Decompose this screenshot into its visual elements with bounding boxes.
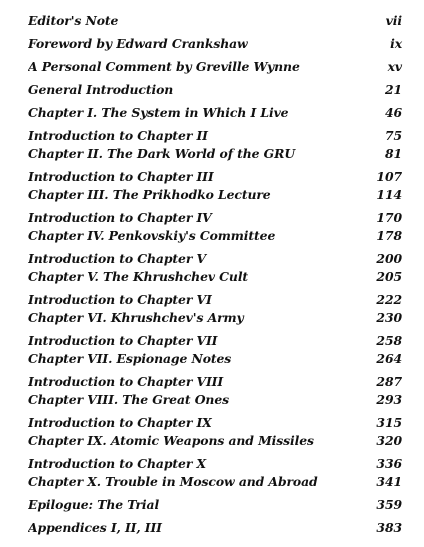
toc-entry	[28, 309, 402, 327]
toc-entry	[28, 473, 402, 491]
toc-entry-page: 336	[376, 456, 402, 471]
toc-group	[28, 332, 402, 368]
toc-entry-page: 114	[376, 187, 402, 202]
toc-group	[28, 373, 402, 409]
toc-entry	[28, 12, 402, 30]
toc-entry-title: Introduction to Chapter III	[28, 169, 214, 184]
table-of-contents	[28, 12, 402, 537]
toc-entry-title: Chapter I. The System in Which I Live	[28, 105, 289, 120]
toc-group	[28, 519, 402, 537]
toc-entry-title: Chapter V. The Khrushchev Cult	[28, 269, 249, 284]
toc-entry-page: ix	[390, 36, 402, 51]
toc-entry	[28, 391, 402, 409]
toc-entry	[28, 332, 402, 350]
toc-group	[28, 12, 402, 30]
toc-entry-page: 178	[376, 228, 402, 243]
toc-entry-title: Chapter VIII. The Great Ones	[28, 392, 229, 407]
toc-entry-page: 46	[384, 105, 402, 120]
toc-group	[28, 455, 402, 491]
toc-entry-page: 293	[376, 392, 402, 407]
toc-entry-title: Introduction to Chapter V	[28, 251, 206, 266]
toc-entry-page: 170	[376, 210, 402, 225]
toc-entry-title: Appendices I, II, III	[28, 520, 162, 535]
toc-entry-page: 320	[376, 433, 402, 448]
toc-entry-page: 21	[384, 82, 402, 97]
toc-group	[28, 35, 402, 53]
toc-entry-title: Introduction to Chapter II	[28, 128, 208, 143]
toc-entry-page: 230	[376, 310, 402, 325]
toc-entry-title: Chapter IX. Atomic Weapons and Missiles	[28, 433, 314, 448]
toc-entry-page: 383	[376, 520, 402, 535]
toc-entry-title: Chapter VII. Espionage Notes	[28, 351, 232, 366]
toc-entry-page: 258	[376, 333, 402, 348]
toc-entry	[28, 455, 402, 473]
toc-entry	[28, 227, 402, 245]
toc-entry-title: Introduction to Chapter VIII	[28, 374, 224, 389]
toc-entry	[28, 81, 402, 99]
toc-entry	[28, 209, 402, 227]
toc-entry-title: Chapter III. The Prikhodko Lecture	[28, 187, 271, 202]
toc-entry	[28, 268, 402, 286]
toc-entry	[28, 35, 402, 53]
toc-entry-page: 107	[376, 169, 402, 184]
toc-entry-page: 287	[376, 374, 402, 389]
toc-entry-page: 341	[376, 474, 402, 489]
toc-entry-title: Epilogue: The Trial	[28, 497, 160, 512]
toc-group	[28, 81, 402, 99]
toc-entry	[28, 496, 402, 514]
toc-entry-title: Chapter II. The Dark World of the GRU	[28, 146, 296, 161]
toc-entry-page: vii	[385, 13, 402, 28]
toc-group	[28, 104, 402, 122]
toc-entry-title: Introduction to Chapter VII	[28, 333, 218, 348]
toc-group	[28, 250, 402, 286]
toc-entry	[28, 250, 402, 268]
toc-entry-title: Introduction to Chapter X	[28, 456, 206, 471]
toc-entry-page: 264	[376, 351, 402, 366]
toc-group	[28, 168, 402, 204]
toc-entry-title: General Introduction	[28, 82, 174, 97]
toc-group	[28, 414, 402, 450]
toc-entry-page: 200	[376, 251, 402, 266]
toc-entry-page: xv	[387, 59, 402, 74]
toc-entry	[28, 58, 402, 76]
toc-entry	[28, 186, 402, 204]
toc-entry-title: Chapter IV. Penkovskiy's Committee	[28, 228, 276, 243]
toc-entry-title: Chapter VI. Khrushchev's Army	[28, 310, 244, 325]
toc-entry-title: Introduction to Chapter IX	[28, 415, 212, 430]
toc-entry-title: Introduction to Chapter IV	[28, 210, 212, 225]
toc-entry-page: 75	[384, 128, 402, 143]
toc-entry-title: Editor's Note	[28, 13, 119, 28]
toc-entry	[28, 145, 402, 163]
toc-entry-page: 359	[376, 497, 402, 512]
toc-entry-page: 222	[376, 292, 402, 307]
toc-group	[28, 209, 402, 245]
toc-group	[28, 127, 402, 163]
toc-group	[28, 291, 402, 327]
toc-entry-page: 81	[384, 146, 402, 161]
toc-entry	[28, 104, 402, 122]
toc-entry	[28, 127, 402, 145]
toc-entry-title: Foreword by Edward Crankshaw	[28, 36, 248, 51]
toc-entry-title: Introduction to Chapter VI	[28, 292, 212, 307]
toc-group	[28, 58, 402, 76]
toc-entry	[28, 519, 402, 537]
toc-entry-page: 315	[376, 415, 402, 430]
toc-entry-page: 205	[376, 269, 402, 284]
toc-group	[28, 496, 402, 514]
toc-entry-title: Chapter X. Trouble in Moscow and Abroad	[28, 474, 318, 489]
toc-entry	[28, 414, 402, 432]
toc-entry	[28, 350, 402, 368]
toc-entry	[28, 432, 402, 450]
toc-entry	[28, 168, 402, 186]
toc-entry	[28, 373, 402, 391]
toc-entry-title: A Personal Comment by Greville Wynne	[28, 59, 300, 74]
toc-entry	[28, 291, 402, 309]
